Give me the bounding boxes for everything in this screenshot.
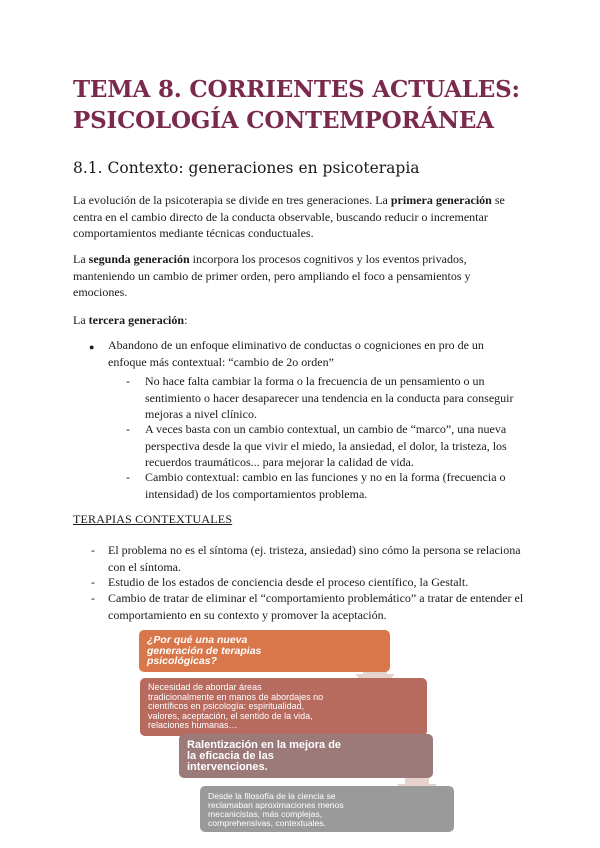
page-title bbox=[73, 74, 543, 136]
terapias-item-1 bbox=[108, 542, 538, 575]
para1-line-2: centra en el cambio directo de la conducta observable, buscando reducir o incrementar bbox=[73, 209, 488, 224]
section-heading: 8.1. Contexto: generaciones en psicoterapia bbox=[73, 159, 420, 177]
terapias-item-3 bbox=[108, 590, 538, 623]
terapias-item-3-line-1: Cambio de tratar de eliminar el “comportamiento problemático” a tratar de entender el bbox=[108, 591, 524, 605]
sub-item-3-line-1: Cambio contextual: cambio en las funciones y no en la forma (frecuencia o bbox=[145, 470, 506, 484]
para2-text-a: La bbox=[73, 252, 89, 266]
sub-item-1-line-1: No hace falta cambiar la forma o la frecuencia de un pensamiento o un bbox=[145, 374, 485, 388]
step-4-line-3: mecanicistas, más complejas, bbox=[208, 809, 323, 819]
diagram-step-necesidad bbox=[140, 678, 427, 736]
dash-icon: - bbox=[91, 543, 95, 557]
paragraph-third-generation bbox=[73, 312, 533, 329]
step-2-line-2: tradicionalmente en manos de abordajes no bbox=[148, 691, 324, 702]
terapias-item-1-line-1: El problema no es el síntoma (ej. tristeza, ansiedad) sino cómo la persona se relaciona bbox=[108, 543, 521, 557]
step-3-line-3: intervenciones. bbox=[187, 761, 268, 774]
diagram-step-filosofia bbox=[200, 786, 454, 832]
sub-item-1-line-2: sentimiento o hacer desaparecer una tendencia en la conducta para conseguir bbox=[145, 390, 514, 405]
dash-icon: - bbox=[126, 422, 130, 436]
step-3-line-2: la eficacia de las bbox=[187, 750, 274, 763]
para2-bold: segunda generación bbox=[88, 252, 190, 266]
step-1-line-3: psicológicas? bbox=[147, 655, 218, 667]
terapias-item-2-line-1: Estudio de los estados de conciencia desde el proceso científico, la Gestalt. bbox=[108, 575, 469, 589]
sub-item-3-line-2: intensidad) de los comportamientos problema. bbox=[145, 486, 368, 501]
sub-item-2-line-3: recuerdos traumáticos... para mejorar la calidad de vida. bbox=[145, 455, 414, 469]
para1-line-3: comportamientos mediante técnicas conductuales. bbox=[73, 226, 314, 240]
step-3-line-1: Ralentización en la mejora de bbox=[187, 739, 342, 751]
sub-item-2 bbox=[145, 421, 545, 471]
diagram-step-ralentizacion bbox=[179, 734, 433, 778]
dash-icon: - bbox=[126, 374, 130, 388]
para2-line-2: manteniendo un cambio de primer orden, pero ampliando el foco a pensamientos y bbox=[73, 268, 471, 283]
sub-item-1 bbox=[145, 373, 545, 423]
title-line-2: PSICOLOGÍA CONTEMPORÁNEA bbox=[73, 107, 494, 134]
sub-item-2-line-2: perspectiva desde la que vivir el miedo, la ansiedad, el dolor, la tristeza, los bbox=[145, 438, 507, 453]
para2-line-3: emociones. bbox=[73, 285, 128, 299]
terapias-heading: TERAPIAS CONTEXTUALES bbox=[73, 512, 233, 526]
bullet1-line-2: enfoque más contextual: “cambio de 2o orden” bbox=[108, 354, 334, 369]
paragraph-first-generation bbox=[73, 192, 533, 242]
terapias-item-1-line-2: con el síntoma. bbox=[108, 559, 181, 574]
dash-icon: - bbox=[91, 575, 95, 589]
para3-bold: tercera generación bbox=[88, 313, 185, 327]
dash-icon: - bbox=[126, 470, 130, 484]
para3-text-c: : bbox=[184, 313, 188, 327]
diagram-step-question bbox=[139, 630, 390, 672]
para1-text-a: La evolución de la psicoterapia se divide en tres generaciones. La bbox=[73, 193, 391, 207]
sub-item-3 bbox=[145, 469, 545, 502]
step-2-line-5: relaciones humanas… bbox=[148, 720, 238, 731]
bullet-icon: ● bbox=[89, 342, 95, 352]
sub-item-2-line-1: A veces basta con un cambio contextual, un cambio de “marco”, una nueva bbox=[145, 422, 507, 436]
step-2-line-1: Necesidad de abordar áreas bbox=[148, 682, 262, 692]
terapias-item-2 bbox=[108, 574, 538, 591]
step-2-line-4: valores, aceptación, el sentido de la vida, bbox=[148, 710, 313, 721]
dash-icon: - bbox=[91, 591, 95, 605]
title-line-1: TEMA 8. CORRIENTES ACTUALES: bbox=[73, 76, 520, 103]
step-1-line-1: ¿Por qué una nueva bbox=[147, 634, 248, 646]
bullet-item-abandono bbox=[108, 337, 528, 370]
step-2-line-3: científicos en psicología: espiritualidad, bbox=[148, 701, 305, 712]
terapias-item-3-line-2: comportamiento en su contexto y promover la aceptación. bbox=[108, 607, 387, 622]
step-4-line-1: Desde la filosofía de la ciencia se bbox=[208, 791, 336, 801]
para3-text-a: La bbox=[73, 313, 89, 327]
step-4-line-2: reclamaban aproximaciones menos bbox=[208, 800, 344, 810]
para1-bold: primera generación bbox=[390, 193, 492, 207]
step-4-line-4: comprehensivas, contextuales. bbox=[208, 818, 326, 828]
paragraph-second-generation bbox=[73, 251, 533, 301]
para2-text-c: incorpora los procesos cognitivos y los eventos privados, bbox=[189, 252, 467, 266]
step-1-line-2: generación de terapias bbox=[147, 644, 262, 657]
bullet1-line-1: Abandono de un enfoque eliminativo de conductas o cogniciones en pro de un bbox=[108, 338, 484, 352]
para1-text-c: se bbox=[491, 193, 505, 207]
sub-item-1-line-3: mejoras a nivel clínico. bbox=[145, 407, 257, 421]
